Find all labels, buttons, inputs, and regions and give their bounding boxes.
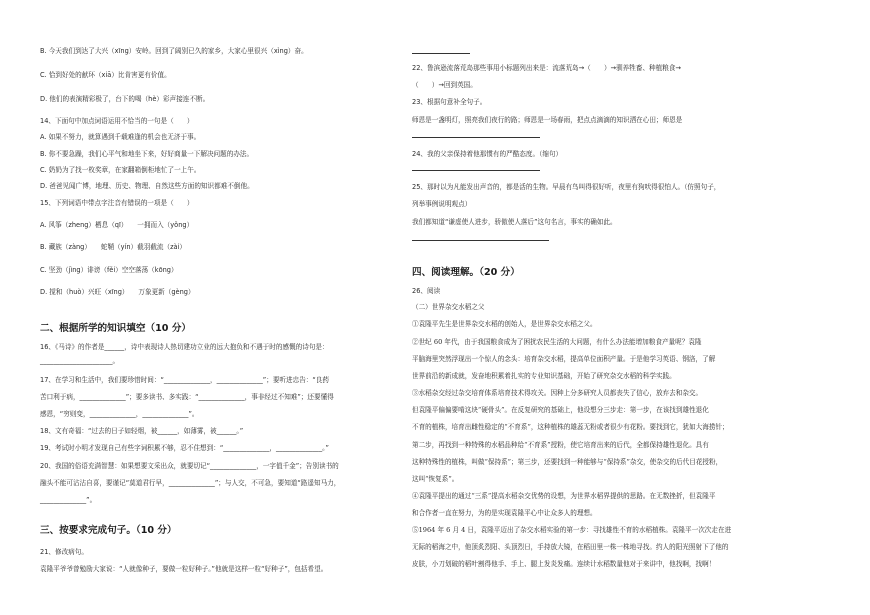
question-20-cont: 融头不能可沾沾自喜，要谨记“莫道君行早，______________”；与人交，不可急，要知道“路遥知马力， (40, 479, 341, 487)
passage-p3-l5: 这种特殊性的植株，叫做“保持系”；第三步，还要找到一种能够与“保持系”杂交，使杂交的后代目花授粉， (412, 458, 723, 466)
question-14: 14、下面句中加点词语运用不恰当的一句是（ ） (40, 117, 194, 125)
question-20-end: ______________”。 (40, 496, 97, 504)
question-17: 17、在学习和生活中，我们要珍惜时间：“______________，______________”；要听进忠告：“良药 (40, 376, 329, 384)
passage-p5-l2: 无际的稻海之中，他顶炙烈阳、头顶烈日，手持放大镜，在稻田里一株一株地寻找。约人的阳光照射下了他的 (412, 543, 729, 551)
question-26: 26、阅读 (412, 287, 441, 295)
q15-option-b: B. 藏族（zàng） 蛇鞘（yín）截羽截流（zài） (40, 243, 187, 251)
q15-option-a: A. 风筝（zheng）栖息（qī） 一拥而入（yǒng） (40, 221, 194, 229)
q14-option-b: B. 你不要急躁，我们心平气和地坐下来，好好商量一下解决问题的办法。 (40, 150, 254, 158)
section-heading-3: 三、按要求完成句子。（10 分） (40, 525, 177, 536)
answer-line (412, 137, 540, 138)
question-23-text: 师恩是一盏明灯，照亮我们夜行的路；师恩是一场春雨，把点点滴滴的知识洒在心田；师恩是 (412, 116, 683, 124)
q14-option-c: C. 奶奶为了找一枚奖章，在家翻箱倒柜地忙了一上午。 (40, 166, 201, 174)
section-heading-2: 二、根据所学的知识填空（10 分） (40, 323, 192, 334)
q14-option-d: D. 爸爸见闻广博，地理、历史、物理、自然这些方面的知识都难不倒他。 (40, 182, 254, 190)
question-25: 25、那时以为凡能发出声音的，都是活的生物。早晨有鸟叫得很好听，夜里有狗吠得很怕人。（仿照句子， (412, 183, 721, 191)
question-16: 16、《马诗》的作者是______，诗中表现诗人热切建功立业的远大抱负和不遇于时的感慨的诗句是： (40, 343, 329, 351)
passage-p2-l2: 平脑海里突然浮现出一个惊人的念头：培育杂交水稻，提高单位面积产量。于是他学习英语、钢洛，了解 (412, 355, 716, 363)
option-d: D. 他们的表演精彩极了，台下的喝（hè）彩声接连不断。 (40, 95, 210, 103)
answer-line (412, 170, 540, 171)
passage-p3-l2: 但袁隆平偏偏要啃这块“硬骨头”。在反复研究的基础上，他设想分三步走：第一步，在该找到雄性退化 (412, 406, 709, 414)
question-20: 20、我国的俗语充满智慧：如果想要文采出众，就要切记“______________，一字值千金”；告别读书的 (40, 462, 339, 470)
passage-p5-l3: 皮肤，小刀划破的稻叶割得他手、手上、腿上发炎发痛。连续计水稻数量他对于来讲中，他找啊，找啊！ (412, 560, 716, 568)
passage-p1: ①袁隆平先生是世界杂交水稻的创始人，是世界杂交水稻之父。 (412, 320, 597, 328)
option-b: B. 今天我们到达了大兴（xīng）安岭。回到了阔别已久的家乡，大家心里很兴（xìng）奋。 (40, 47, 308, 55)
question-22-cont: （ ）→回到英国。 (412, 81, 477, 89)
question-25-cont: 列举事例说明观点） (412, 200, 472, 208)
question-17-cont: 苦口利于病，______________”；要多读书、多实践：“______________，事非经过不知难”；还要懂得 (40, 393, 334, 401)
answer-line (412, 53, 470, 54)
passage-p2-l3: 世界前沿的新成就，发奋地积累着扎实的专业知识基础，开始了研究杂交水稻的科学实践。 (412, 372, 676, 380)
question-21-text: 袁隆平爷爷曾勉励大家说：“人就像种子，要做一粒好种子。”他就是这样一粒“好种子”，包括希望。 (40, 565, 328, 573)
passage-p5-l1: ⑤1964 年 6 月 4 日，袁隆平迈出了杂交水稻实验的第一步：寻找雄性不育的水稻植株。袁隆平一次次走在进 (412, 526, 732, 534)
passage-p4-l1: ④袁隆平提出的通过“三系”提高水稻杂交优势的设想，为世界水稻界提供的思路。在无数挫折，但袁隆平 (412, 492, 716, 500)
passage-p3-l4: 第二步，再找到一种特殊的水稻品种给“不育系”授粉，使它培育出来的后代，全都保持雄性退化。具有 (412, 441, 709, 449)
passage-p4-l2: 和合作者一直在努力，为的是实现袁隆平心中让众多人的理想。 (412, 509, 597, 517)
question-15: 15、下列词语中带点字注音有错误的一项是（ ） (40, 199, 194, 207)
question-16-cont: ______________________。 (40, 357, 120, 365)
passage-p3-l6: 这叫“恢复系”。 (412, 475, 459, 483)
q15-option-d: D. 搅和（huò）兴旺（xīng） 万象更新（gèng） (40, 288, 195, 296)
question-19: 19、考试时小明才发现自己有些字词积累不够，忍不住想到：“______________，______________。” (40, 444, 329, 452)
passage-title: （二）世界杂交水稻之父 (412, 303, 485, 311)
question-25-text: 我们都知道“谦虚使人进步，骄傲使人落后”这句名言，事实的确如此。 (412, 218, 617, 226)
q15-option-c: C. 坚劲（jìng）诽谤（fěi）空空落荡（kōng） (40, 266, 178, 274)
question-18: 18、文有奇福：“过去的日子如轻烟，被______，如薄雾，被______。” (40, 427, 244, 435)
q14-option-a: A. 如果不努力，就算遇到千载难逢的机会也无济于事。 (40, 133, 201, 141)
option-c: C. 恰到好处的献环（xiā）比肯害更有价值。 (40, 71, 171, 79)
passage-p2-l1: ②世纪 60 年代，由于我国粮食成为了困扰农民生活的大问题，有什么办法能增加粮食产量呢？袁隆 (412, 338, 702, 346)
answer-line (412, 240, 549, 241)
question-21: 21、修改病句。 (40, 548, 88, 556)
passage-p3-l1: ③水稻杂交经过杂交培育体系培育技术得攻关。因种上分多研究人员都丧失了信心，放弃去和杂交。 (412, 389, 703, 397)
section-heading-4: 四、阅读理解。（20 分） (412, 267, 520, 278)
question-24: 24、我的父亲保持着他那惯有的严酷态度。（缩句） (412, 150, 563, 158)
question-17-end: 感恩，“穷则变，______________，______________”。 (40, 410, 199, 418)
passage-p3-l3: 不育的植株，培育出雌性稳定的“不育系”，这种植株的雄蕊无粉或者很少有花粉。要找到它，犹如大海捞针； (412, 423, 729, 431)
question-23: 23、根据句意补全句子。 (412, 98, 487, 106)
question-22: 22、鲁滨逊流落荒岛那些事用小标题列出来是：流落荒岛→（ ）→驯养牲畜、种植粮食→ (412, 64, 681, 72)
